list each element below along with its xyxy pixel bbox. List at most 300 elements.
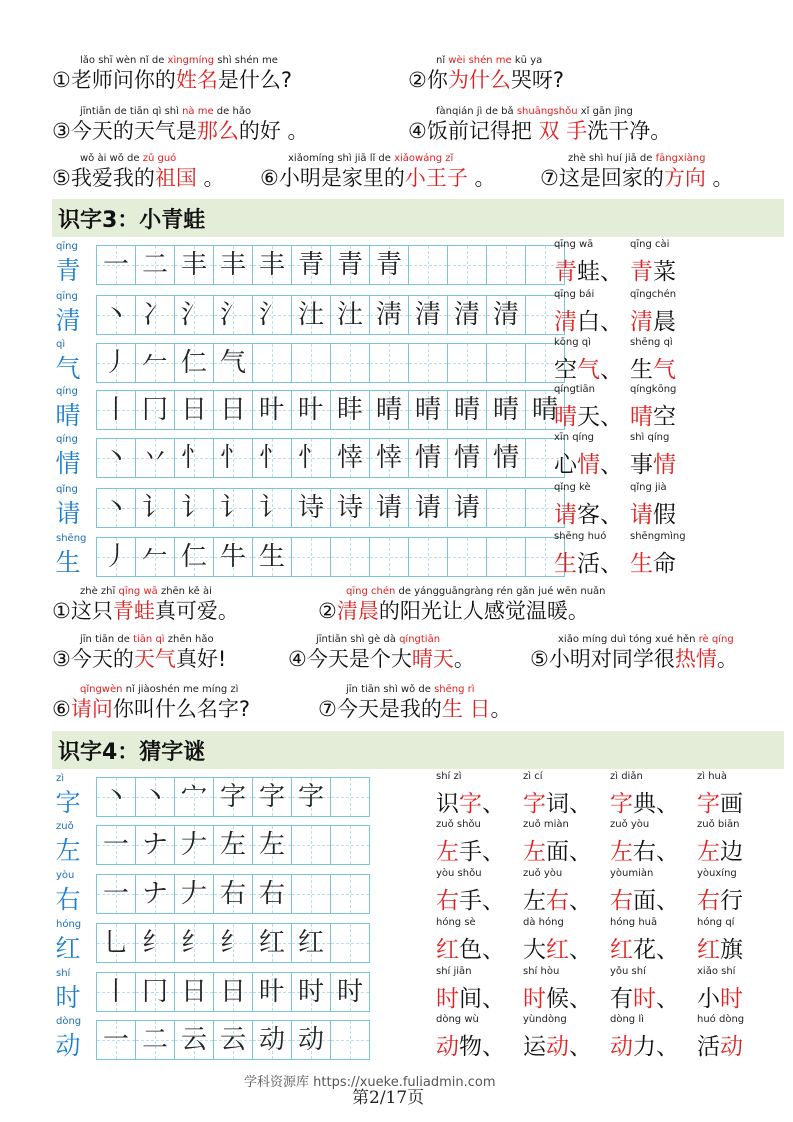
word-pinyin: zì diǎn — [610, 771, 643, 782]
word-char-2: 动 — [720, 1034, 743, 1060]
stroke-step: 丶 — [102, 300, 129, 330]
grid-cell — [291, 537, 331, 577]
stroke-step: 字 — [219, 782, 246, 812]
grid-cell — [213, 972, 253, 1012]
stroke-step: 𠂇 — [180, 879, 207, 909]
grid-cell — [252, 390, 292, 430]
word-separator: 、 — [482, 937, 505, 963]
m7-sentence-part: 生 日 — [441, 697, 491, 721]
grid-cell — [96, 825, 136, 865]
word — [610, 980, 679, 1013]
stroke-step: 淸 — [375, 300, 402, 330]
char-label: 字 — [55, 788, 81, 817]
grid-cell — [408, 245, 448, 285]
word-char-1: 字 — [610, 791, 633, 817]
stroke-step: 丿 — [102, 348, 129, 378]
char-pinyin: qīng — [56, 291, 78, 302]
s3-sentence — [52, 118, 309, 144]
m1-sentence-part: ①这只 — [52, 599, 113, 623]
grid-cell — [447, 390, 487, 430]
s2-pinyin — [436, 55, 542, 67]
s2-pinyin-part: kū ya — [511, 55, 543, 66]
word — [697, 1028, 743, 1061]
m5-sentence — [530, 646, 738, 672]
word-char-2: 活 — [577, 551, 600, 577]
word-separator: 、 — [569, 986, 592, 1012]
m7-pinyin-part: shēng rì — [434, 684, 475, 695]
word-char-2: 命 — [653, 551, 676, 577]
stroke-step: 丨 — [102, 395, 129, 425]
char-pinyin: dòng — [56, 1016, 82, 1027]
stroke-step: 日 — [180, 977, 207, 1007]
stroke-step: 纟 — [219, 928, 246, 958]
stroke-step: 字 — [297, 782, 324, 812]
word-separator: 、 — [656, 888, 679, 914]
char-pinyin: qīng — [56, 241, 78, 252]
stroke-step: 左 — [219, 830, 246, 860]
stroke-step: 讠 — [180, 493, 207, 523]
s3-pinyin-part: jīntiān de tiān qì shì — [80, 106, 183, 117]
word-pinyin: qíngtiān — [554, 384, 595, 395]
grid-cell — [96, 488, 136, 528]
s5-sentence — [52, 165, 225, 191]
stroke-order-grid — [96, 537, 564, 577]
stroke-step: 生 — [258, 542, 285, 572]
word-char-1: 动 — [610, 1034, 633, 1060]
char-pinyin: hóng — [56, 919, 82, 930]
grid-cell — [486, 245, 526, 285]
grid-cell — [291, 245, 331, 285]
word — [697, 882, 743, 915]
grid-cell — [408, 295, 448, 335]
m1-pinyin — [80, 586, 212, 598]
word — [554, 398, 623, 431]
word-char-2: 旗 — [720, 937, 743, 963]
word — [630, 351, 676, 384]
m1-sentence — [52, 598, 239, 624]
stroke-step: 红 — [258, 928, 285, 958]
s5-sentence-part: 。 — [196, 166, 225, 190]
word — [554, 253, 623, 286]
s7-sentence-part: ⑦这是回家的 — [540, 166, 664, 190]
word-separator: 、 — [600, 357, 623, 383]
word-char-1: 左 — [523, 888, 546, 914]
grid-cell — [291, 777, 331, 817]
m3-pinyin-part: tiān qì — [133, 634, 165, 645]
grid-cell — [447, 295, 487, 335]
s5-pinyin-part: zǔ guó — [142, 153, 177, 164]
stroke-step: 丶 — [102, 443, 129, 473]
grid-cell — [213, 390, 253, 430]
m4-sentence-part: 晴天 — [411, 647, 454, 671]
stroke-step: 丶 — [102, 493, 129, 523]
s6-pinyin-part: xiǎomíng shì jiā lǐ de — [288, 153, 395, 164]
grid-cell — [96, 874, 136, 914]
word-pinyin: shí jiān — [436, 966, 472, 977]
grid-cell — [213, 923, 253, 963]
char-pinyin: shēng — [56, 533, 87, 544]
stroke-step: ナ — [141, 879, 168, 909]
s4-pinyin-part: fànqián jì de bǎ — [436, 106, 517, 117]
stroke-step: 请 — [414, 493, 441, 523]
section-4-header — [52, 731, 784, 769]
word-char-1: 运 — [523, 1034, 546, 1060]
m5-sentence-part: 。 — [716, 647, 738, 671]
m2-pinyin-part: de yángguāngràng rén gǎn jué wēn nuǎn — [395, 586, 606, 597]
stroke-step: 右 — [258, 879, 285, 909]
m7-pinyin-part: jīn tiān shì wǒ de — [346, 684, 435, 695]
word-char-1: 清 — [630, 309, 653, 335]
s1-pinyin-part: lǎo shī wèn nǐ de — [80, 55, 168, 66]
word-pinyin: shēng qì — [630, 337, 673, 348]
word-char-1: 晴 — [630, 404, 653, 430]
grid-cell — [135, 825, 175, 865]
stroke-step: 丰 — [258, 250, 285, 280]
word-char-2: 面 — [546, 839, 569, 865]
stroke-step: 氵 — [219, 300, 246, 330]
m6-sentence — [52, 696, 250, 722]
grid-cell — [174, 972, 214, 1012]
m6-sentence-part: 你叫什么名字? — [112, 697, 250, 721]
word-pinyin: shēngmìng — [630, 531, 686, 542]
word-pinyin: yǒu shí — [610, 966, 646, 977]
s2-sentence-part: 为什么 — [447, 68, 511, 92]
word — [554, 351, 623, 384]
grid-cell — [135, 245, 175, 285]
grid-cell — [213, 777, 253, 817]
word-char-1: 红 — [697, 937, 720, 963]
grid-cell — [330, 295, 370, 335]
char-label: 气 — [55, 354, 81, 383]
s1-sentence — [52, 67, 292, 93]
stroke-step: 一 — [102, 250, 129, 280]
word-separator: 、 — [656, 791, 679, 817]
grid-cell — [135, 972, 175, 1012]
s3-sentence-part: 的好 。 — [238, 119, 309, 143]
stroke-step: 青 — [336, 250, 363, 280]
grid-cell — [174, 438, 214, 478]
grid-cell — [96, 245, 136, 285]
grid-cell — [174, 537, 214, 577]
grid-cell — [213, 874, 253, 914]
word-pinyin: hóng qí — [697, 917, 735, 928]
grid-cell — [252, 874, 292, 914]
word-pinyin: xīn qíng — [554, 432, 595, 443]
grid-cell — [174, 874, 214, 914]
word-char-2: 情 — [577, 452, 600, 478]
stroke-step: 情 — [453, 443, 480, 473]
m2-sentence-part: 的阳光让人感觉温暖。 — [378, 599, 589, 623]
word-separator: 、 — [600, 259, 623, 285]
m3-sentence-part: 天气 — [133, 647, 176, 671]
word-char-1: 字 — [523, 791, 546, 817]
word-pinyin: zuǒ yòu — [523, 868, 563, 879]
word-char-2: 红 — [546, 937, 569, 963]
stroke-order-grid — [96, 825, 369, 865]
grid-cell — [96, 537, 136, 577]
word-separator: 、 — [656, 937, 679, 963]
stroke-step: 丰 — [180, 250, 207, 280]
stroke-step: 氵 — [258, 300, 285, 330]
stroke-step: 日 — [219, 395, 246, 425]
stroke-step: 讠 — [141, 493, 168, 523]
word — [610, 785, 679, 818]
grid-cell — [252, 295, 292, 335]
s2-pinyin-part: wèi shén me — [448, 55, 512, 66]
word — [554, 545, 623, 578]
grid-cell — [174, 390, 214, 430]
word-separator: 、 — [600, 309, 623, 335]
word-char-1: 时 — [523, 986, 546, 1012]
grid-cell — [369, 537, 409, 577]
stroke-step: 丰 — [219, 250, 246, 280]
m1-pinyin-part: zhēn kě ài — [157, 586, 212, 597]
stroke-step: 旪 — [258, 395, 285, 425]
grid-cell — [135, 488, 175, 528]
stroke-order-grid — [96, 488, 564, 528]
section-3-header — [52, 199, 784, 237]
word-char-2: 晨 — [653, 309, 676, 335]
stroke-step: 日 — [180, 395, 207, 425]
grid-cell — [96, 777, 136, 817]
s4-sentence — [408, 118, 671, 144]
word-pinyin: qīng bái — [554, 289, 595, 300]
m6-sentence-part: 请问 — [70, 697, 113, 721]
grid-cell — [174, 343, 214, 383]
word-separator: 、 — [482, 986, 505, 1012]
s1-sentence-part: 姓名 — [175, 68, 218, 92]
grid-cell — [486, 295, 526, 335]
stroke-step: 忄 — [219, 443, 246, 473]
word-separator: 、 — [569, 1034, 592, 1060]
char-pinyin: qíng — [56, 434, 78, 445]
grid-cell — [291, 343, 331, 383]
grid-cell — [447, 245, 487, 285]
grid-cell — [330, 488, 370, 528]
word — [436, 980, 505, 1013]
word-pinyin: dà hóng — [523, 917, 564, 928]
word-pinyin: yùndòng — [523, 1014, 567, 1025]
word — [630, 253, 676, 286]
char-label: 晴 — [55, 401, 81, 430]
grid-cell — [213, 1020, 253, 1060]
s3-sentence-part: 那么 — [196, 119, 239, 143]
word — [697, 785, 743, 818]
word — [610, 833, 679, 866]
stroke-step: 冫 — [141, 300, 168, 330]
m4-pinyin-part: qíngtiān — [399, 634, 441, 645]
grid-cell — [213, 488, 253, 528]
s1-sentence-part: 是什么? — [217, 68, 292, 92]
s1-pinyin-part: shì shén me — [214, 55, 278, 66]
s4-sentence-part: ④饭前记得把 — [408, 119, 539, 143]
stroke-step: 丷 — [141, 443, 168, 473]
word-char-1: 右 — [697, 888, 720, 914]
s4-sentence-part: 洗干净。 — [587, 119, 672, 143]
word-char-2: 力 — [633, 1034, 656, 1060]
stroke-step: 忄 — [258, 443, 285, 473]
s6-pinyin-part: xiǎowáng zǐ — [394, 153, 454, 164]
section-3-header-title: 识字3：小青蛙 — [58, 208, 206, 233]
word — [610, 882, 679, 915]
grid-cell — [135, 1020, 175, 1060]
word-pinyin: xiǎo shí — [697, 966, 736, 977]
grid-cell — [174, 488, 214, 528]
word-separator: 、 — [656, 1034, 679, 1060]
stroke-step: 悻 — [336, 443, 363, 473]
word-pinyin: hóng sè — [436, 917, 476, 928]
grid-cell — [96, 438, 136, 478]
grid-cell — [135, 438, 175, 478]
stroke-order-grid — [96, 972, 369, 1012]
word-char-1: 识 — [436, 791, 459, 817]
m6-pinyin-part: nǐ jiàoshén me míng zì — [122, 684, 239, 695]
stroke-step: 诗 — [297, 493, 324, 523]
word-char-2: 假 — [653, 502, 676, 528]
grid-cell — [213, 825, 253, 865]
stroke-step: 请 — [453, 493, 480, 523]
word-separator: 、 — [656, 986, 679, 1012]
grid-cell — [291, 923, 331, 963]
word-pinyin: qíngkōng — [630, 384, 677, 395]
stroke-step: 动 — [297, 1025, 324, 1055]
stroke-step: 右 — [219, 879, 246, 909]
word-separator: 、 — [656, 839, 679, 865]
grid-cell — [330, 245, 370, 285]
word — [630, 446, 676, 479]
word-char-1: 请 — [630, 502, 653, 528]
word-char-2: 物 — [459, 1034, 482, 1060]
word-char-2: 右 — [633, 839, 656, 865]
grid-cell — [252, 343, 292, 383]
word-char-2: 蛙 — [577, 259, 600, 285]
s7-sentence — [540, 165, 734, 191]
grid-cell — [291, 438, 331, 478]
word-char-1: 右 — [610, 888, 633, 914]
grid-cell — [291, 295, 331, 335]
stroke-order-grid — [96, 390, 564, 430]
grid-cell — [486, 438, 526, 478]
stroke-step: 情 — [414, 443, 441, 473]
grid-cell — [174, 825, 214, 865]
stroke-step: 旪 — [258, 977, 285, 1007]
grid-cell — [96, 1020, 136, 1060]
stroke-step: 忄 — [297, 443, 324, 473]
stroke-step: 日 — [219, 977, 246, 1007]
m4-pinyin — [316, 634, 440, 646]
s2-sentence-part: 哭呀? — [510, 68, 564, 92]
stroke-step: 讠 — [219, 493, 246, 523]
stroke-step: 晴 — [492, 395, 519, 425]
word-char-1: 事 — [630, 452, 653, 478]
m2-pinyin — [346, 586, 606, 598]
stroke-step: 汢 — [297, 300, 324, 330]
word-pinyin: kōng qì — [554, 337, 591, 348]
stroke-step: 晴 — [375, 395, 402, 425]
word — [630, 303, 676, 336]
char-label: 左 — [55, 836, 81, 865]
stroke-step: 清 — [453, 300, 480, 330]
stroke-step: 丶 — [141, 782, 168, 812]
m4-sentence-part: 。 — [453, 647, 475, 671]
m5-sentence-part: 热情 — [674, 647, 717, 671]
word-pinyin: zuǒ shǒu — [436, 819, 481, 830]
stroke-step: 云 — [180, 1025, 207, 1055]
stroke-step: 晴 — [414, 395, 441, 425]
stroke-step: 纟 — [141, 928, 168, 958]
word-char-1: 大 — [523, 937, 546, 963]
grid-cell — [291, 488, 331, 528]
s7-sentence-part: 方向 — [663, 166, 706, 190]
stroke-order-grid — [96, 1020, 369, 1060]
grid-cell — [252, 972, 292, 1012]
word-char-2: 白 — [577, 309, 600, 335]
m1-pinyin-part: qīng wā — [118, 586, 158, 597]
stroke-step: 𠂉 — [141, 542, 168, 572]
grid-cell — [330, 438, 370, 478]
stroke-step: 气 — [219, 348, 246, 378]
word-pinyin: zuǒ miàn — [523, 819, 569, 830]
word-char-1: 字 — [697, 791, 720, 817]
word-pinyin: qǐng kè — [554, 482, 591, 493]
grid-cell — [408, 343, 448, 383]
word — [554, 446, 623, 479]
word — [554, 303, 623, 336]
word-char-1: 左 — [436, 839, 459, 865]
m4-sentence-part: ④今天是个大 — [288, 647, 412, 671]
word-separator: 、 — [600, 452, 623, 478]
word — [523, 931, 592, 964]
word-char-1: 左 — [610, 839, 633, 865]
word — [436, 785, 505, 818]
word-char-1: 右 — [436, 888, 459, 914]
word — [523, 1028, 592, 1061]
char-label: 清 — [55, 306, 81, 335]
word-separator: 、 — [600, 404, 623, 430]
grid-cell — [330, 390, 370, 430]
grid-cell — [330, 874, 370, 914]
s7-sentence-part: 。 — [705, 166, 734, 190]
char-label: 红 — [55, 934, 81, 963]
word-char-1: 小 — [697, 986, 720, 1012]
word-pinyin: yòu shǒu — [436, 868, 482, 879]
char-pinyin: zuǒ — [56, 821, 74, 832]
char-pinyin: qǐng — [56, 484, 78, 495]
s7-pinyin — [568, 153, 705, 165]
word-char-1: 青 — [630, 259, 653, 285]
m2-sentence-part: 清晨 — [336, 599, 379, 623]
char-label: 右 — [55, 885, 81, 914]
grid-cell — [135, 777, 175, 817]
m3-pinyin-part: zhēn hǎo — [164, 634, 214, 645]
s5-pinyin-part: wǒ ài wǒ de — [80, 153, 143, 164]
stroke-order-grid — [96, 777, 369, 817]
grid-cell — [252, 245, 292, 285]
grid-cell — [135, 537, 175, 577]
stroke-step: 牛 — [219, 542, 246, 572]
grid-cell — [486, 488, 526, 528]
char-pinyin: qì — [56, 339, 66, 350]
word-char-2: 边 — [720, 839, 743, 865]
word-char-2: 间 — [459, 986, 482, 1012]
word — [436, 931, 505, 964]
word-pinyin: zì huà — [697, 771, 728, 782]
stroke-step: 时 — [336, 977, 363, 1007]
m7-sentence — [318, 696, 512, 722]
word — [630, 545, 676, 578]
stroke-step: 一 — [102, 879, 129, 909]
grid-cell — [330, 777, 370, 817]
